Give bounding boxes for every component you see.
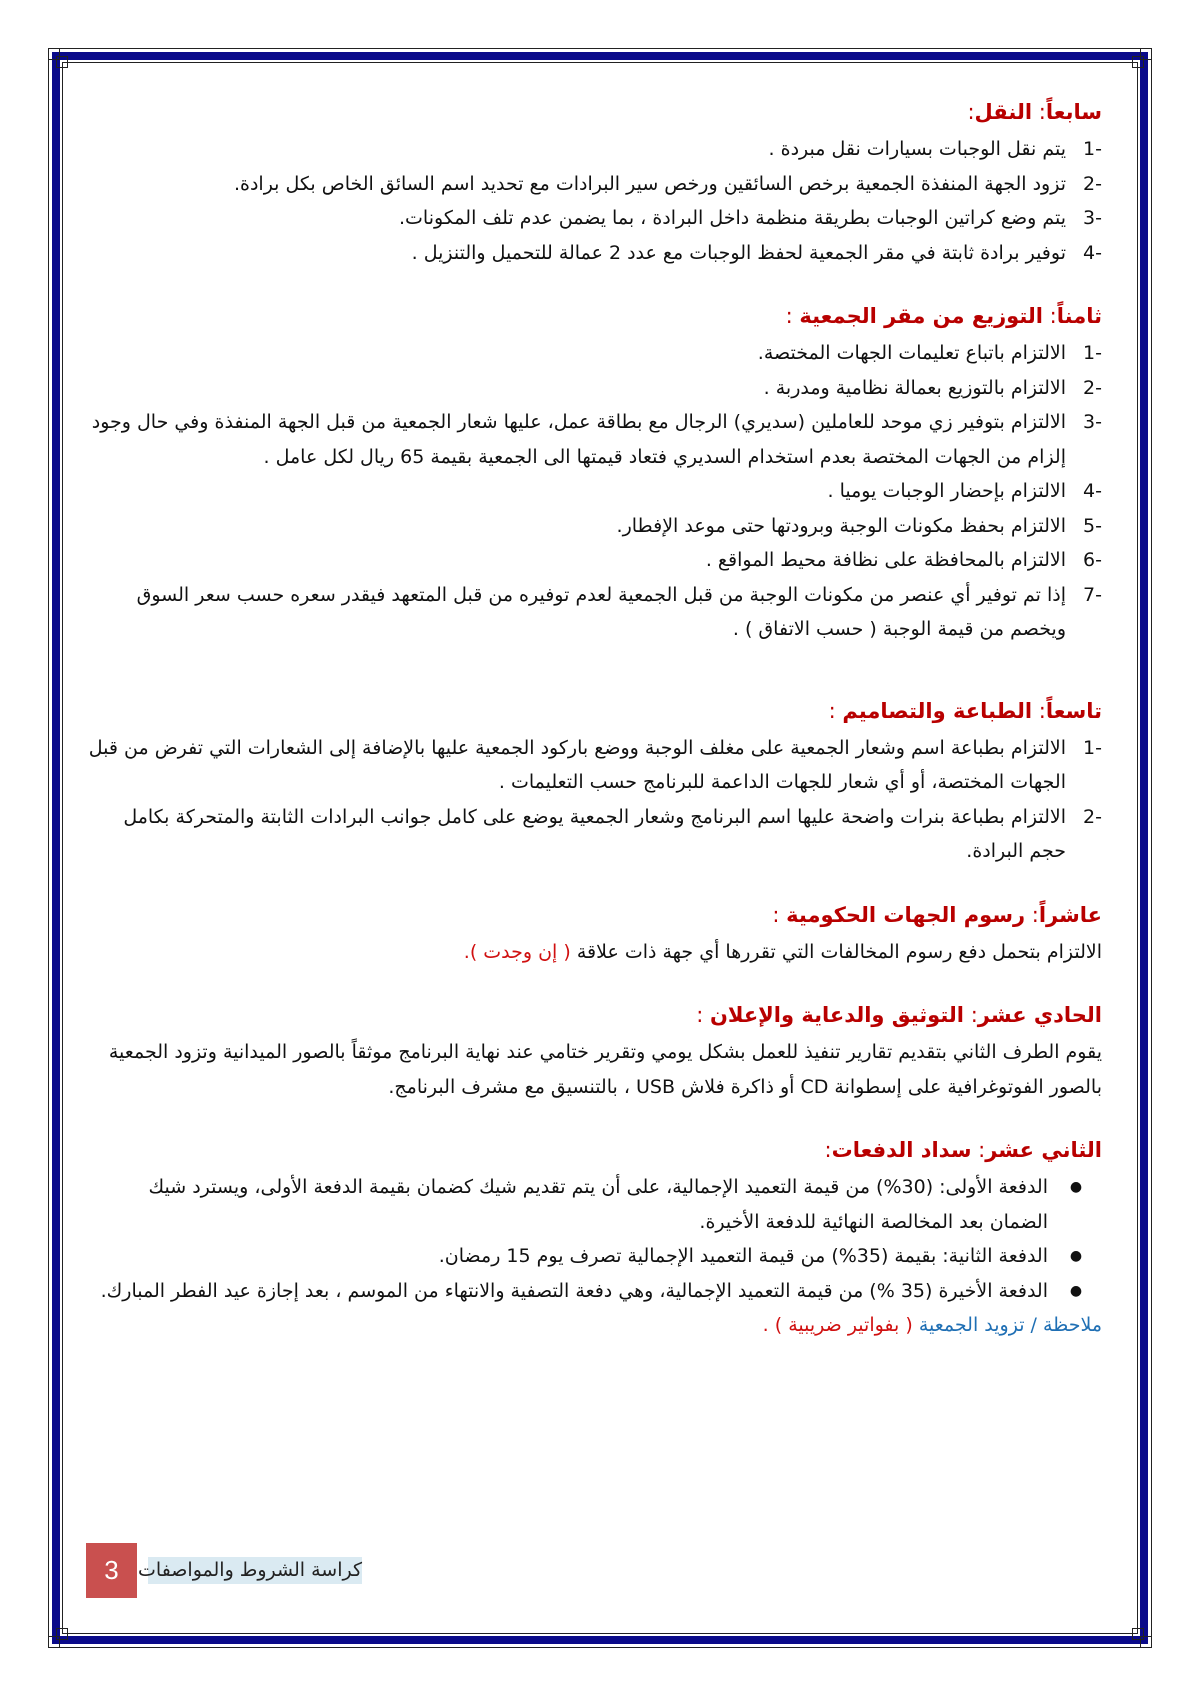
paragraph-note: ( إن وجدت ).: [463, 940, 571, 963]
list-item: [88, 543, 1102, 578]
list-text: الالتزام بتوفير زي موحد للعاملين (سديري) الرجال مع بطاقة عمل، عليها شعار الجمعية من قبل الجهة المنفذة وفي حال وجود إلزام من الجهات المختصة بعدم استخدام السديري فتعاد قيمتها الى الجمعية بقيمة 65 ريال لكل عامل .: [91, 411, 1066, 468]
heading-ordinal: الثاني عشر: [985, 1138, 1102, 1162]
list-item: [88, 201, 1102, 236]
list-item: [88, 236, 1102, 271]
list-number: 7-: [1083, 583, 1102, 606]
list-number: 4-: [1083, 241, 1102, 264]
heading-title: التوزيع من مقر الجمعية: [799, 304, 1043, 328]
list-text: الالتزام بإحضار الوجبات يوميا .: [827, 480, 1066, 502]
footer-title: كراسة الشروط والمواصفات: [148, 1557, 362, 1584]
paragraph-text: الالتزام بتحمل دفع رسوم المخالفات التي تقررها أي جهة ذات علاقة: [576, 940, 1102, 963]
frame-corner-ornament: [56, 56, 68, 68]
section-distribution: [88, 300, 1102, 647]
bullet-text: الدفعة الأخيرة (35 %) من قيمة التعميد الإجمالية، وهي دفعة التصفية والانتهاء من الموسم ، بعد إجازة عيد الفطر المبارك.: [100, 1279, 1048, 1302]
payment-note: [88, 1308, 1102, 1343]
section-payments: [88, 1134, 1102, 1343]
bullet-icon: ●: [1069, 1282, 1083, 1299]
list-text: الالتزام بطباعة بنرات واضحة عليها اسم البرنامج وشعار الجمعية يوضع على كامل جوانب البرادات الثابتة والمتحركة بكامل حجم البرادة.: [123, 805, 1066, 862]
list-text: الالتزام بطباعة اسم وشعار الجمعية على مغلف الوجبة ووضع باركود الجمعية عليها بالإضافة إلى الشعارات التي تفرض من قبل الجهات المختصة، أو أي شعار للجهات الداعمة للبرنامج حسب التعليمات .: [88, 736, 1066, 793]
heading-title: النقل: [974, 100, 1033, 124]
section-paragraph: يقوم الطرف الثاني بتقديم تقارير تنفيذ للعمل بشكل يومي وتقرير ختامي عند نهاية البرنامج موثقاً بالصور الميدانية وتزود الجمعية بالصور الفوتوغرافية على إسطوانة CD أو ذاكرة فلاش USB ، بالتنسيق مع مشرف البرنامج.: [108, 1041, 1102, 1098]
list-item: [88, 578, 1102, 647]
list-item: [88, 800, 1102, 869]
list-number: 1-: [1083, 736, 1102, 759]
list-text: توفير برادة ثابتة في مقر الجمعية لحفظ الوجبات مع عدد 2 عمالة للتحميل والتنزيل .: [411, 241, 1066, 264]
section-heading: الثاني عشر: سداد الدفعات:: [824, 1138, 1102, 1162]
section-transport: [88, 96, 1102, 270]
frame-corner-ornament: [56, 1628, 68, 1640]
note-end: .: [762, 1314, 769, 1336]
list-number: 2-: [1083, 805, 1102, 828]
heading-ordinal: عاشراً: [1038, 902, 1102, 927]
section-heading: عاشراً: رسوم الجهات الحكومية :: [772, 902, 1102, 927]
bullet-icon: ●: [1069, 1248, 1083, 1264]
heading-title: الطباعة والتصاميم: [842, 698, 1033, 723]
list-item: [88, 167, 1102, 202]
frame-corner-ornament: [1132, 1628, 1144, 1640]
list-item: [88, 509, 1102, 544]
list-item: [88, 731, 1102, 800]
section-heading: سابعاً: النقل:: [967, 100, 1102, 124]
section-heading: تاسعاً: الطباعة والتصاميم :: [828, 698, 1102, 723]
bullet-text: الدفعة الأولى: (30%) من قيمة التعميد الإجمالية، على أن يتم تقديم شيك كضمان بقيمة الدفعة الأولى، ويسترد شيك الضمان بعد المخالصة النهائية للدفعة الأخيرة.: [148, 1176, 1048, 1233]
heading-title: سداد الدفعات: [831, 1138, 972, 1162]
bullet-item: [88, 1239, 1088, 1274]
list-number: 2-: [1083, 376, 1102, 399]
heading-ordinal: تاسعاً: [1045, 698, 1102, 723]
section-printing-design: [88, 695, 1102, 869]
section-paragraph: [88, 935, 1102, 970]
heading-ordinal: الحادي عشر: [977, 1003, 1102, 1027]
heading-ordinal: سابعاً: [1045, 100, 1102, 124]
list-text: يتم نقل الوجبات بسيارات نقل مبردة .: [768, 138, 1066, 160]
list-text: الالتزام بالتوزيع بعمالة نظامية ومدربة .: [763, 376, 1066, 399]
heading-title: التوثيق والدعاية والإعلان: [709, 1003, 965, 1027]
list-text: يتم وضع كراتين الوجبات بطريقة منظمة داخل البرادة ، بما يضمن عدم تلف المكونات.: [399, 207, 1066, 229]
list-number: 3-: [1083, 411, 1102, 433]
list-item: [88, 132, 1102, 167]
list-item: [88, 474, 1102, 509]
list-text: الالتزام بحفظ مكونات الوجبة وبرودتها حتى موعد الإفطار.: [616, 514, 1066, 537]
section-government-fees: [88, 899, 1102, 970]
list-number: 1-: [1083, 138, 1102, 160]
section-heading: ثامناً: التوزيع من مقر الجمعية :: [785, 304, 1102, 328]
list-text: الالتزام باتباع تعليمات الجهات المختصة.: [757, 342, 1066, 364]
section-heading: الحادي عشر: التوثيق والدعاية والإعلان :: [696, 1003, 1102, 1027]
bullet-icon: ●: [1069, 1179, 1083, 1195]
list-text: الالتزام بالمحافظة على نظافة محيط المواقع .: [705, 549, 1066, 571]
bullet-text: الدفعة الثانية: بقيمة (35%) من قيمة التعميد الإجمالية تصرف يوم 15 رمضان.: [438, 1245, 1048, 1267]
list-text: تزود الجهة المنفذة الجمعية برخص السائقين ورخص سير البرادات مع تحديد اسم السائق الخاص بكل برادة.: [233, 172, 1066, 195]
list-number: 2-: [1083, 172, 1102, 195]
list-number: 6-: [1083, 549, 1102, 571]
list-number: 4-: [1083, 480, 1102, 502]
list-item: [88, 336, 1102, 371]
list-item: [88, 405, 1102, 474]
note-label: ملاحظة / تزويد الجمعية: [918, 1314, 1102, 1336]
list-number: 3-: [1083, 207, 1102, 229]
section-documentation-advertising: [88, 999, 1102, 1104]
page-number: 3: [86, 1543, 137, 1598]
list-item: [88, 371, 1102, 406]
note-value: ( بفواتير ضريبية ): [774, 1314, 913, 1336]
document-body: [88, 96, 1102, 1343]
heading-ordinal: ثامناً: [1056, 304, 1102, 328]
bullet-item: [88, 1170, 1088, 1239]
list-text: إذا تم توفير أي عنصر من مكونات الوجبة من قبل الجمعية لعدم توفيره من قبل المتعهد فيقدر سعره حسب سعر السوق ويخصم من قيمة الوجبة ( حسب الاتفاق ) .: [136, 583, 1066, 640]
list-number: 1-: [1083, 342, 1102, 364]
list-number: 5-: [1083, 514, 1102, 537]
frame-corner-ornament: [1132, 56, 1144, 68]
heading-title: رسوم الجهات الحكومية: [786, 902, 1026, 927]
bullet-item: [88, 1274, 1088, 1309]
